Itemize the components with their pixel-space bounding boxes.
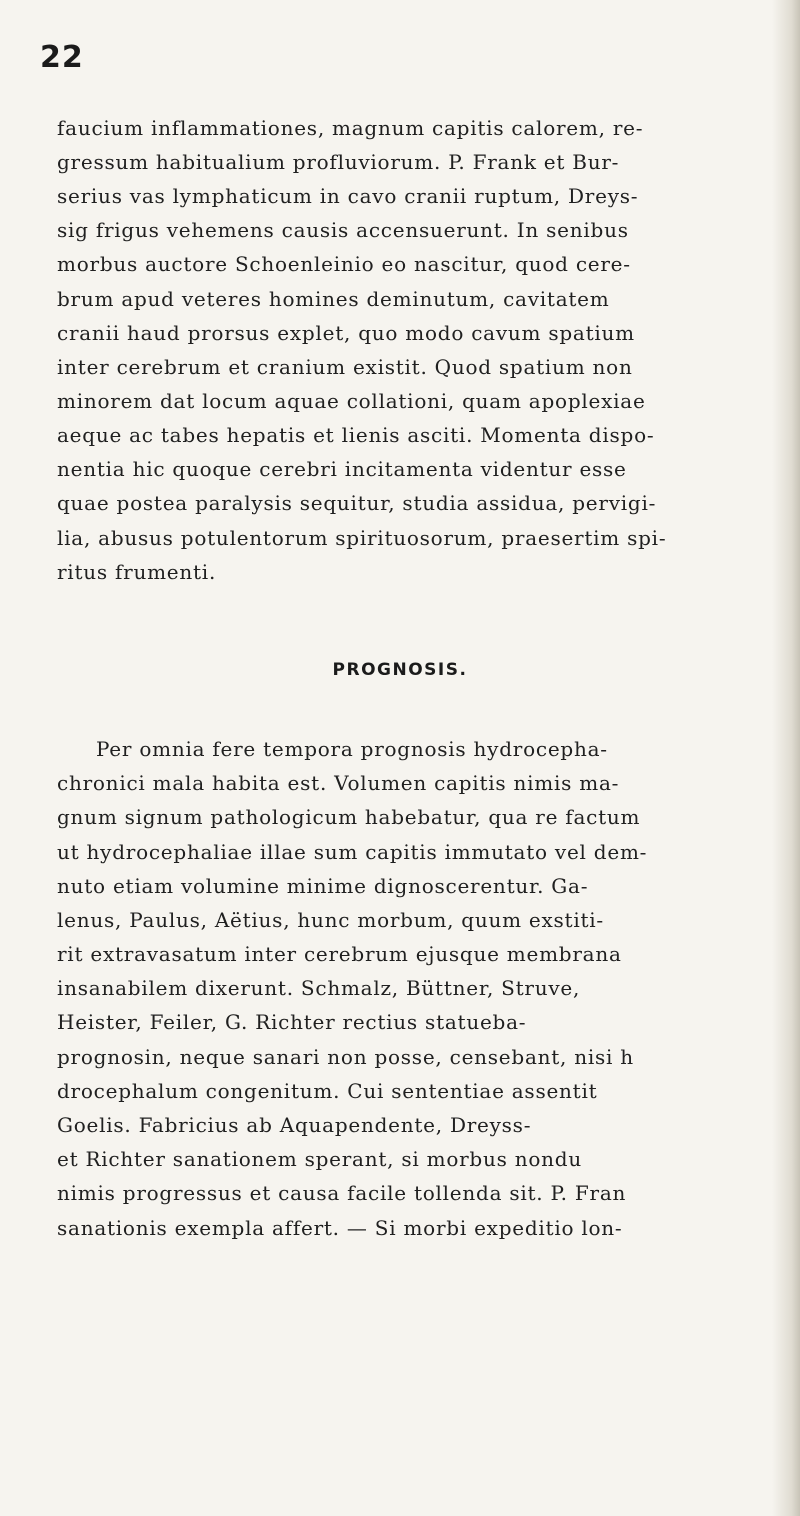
text-line: sig frigus vehemens causis accensuerunt. In senibus [57, 218, 629, 242]
text-line: minorem dat locum aquae collationi, quam apoplexiae [57, 389, 646, 413]
text-line: brum apud veteres homines deminutum, cavitatem [57, 287, 610, 311]
text-line: drocephalum congenitum. Cui sententiae assentit [57, 1079, 598, 1103]
text-line: quae postea paralysis sequitur, studia assidua, pervigi- [57, 491, 657, 515]
text-line: lenus, Paulus, Aëtius, hunc morbum, quum exstiti- [57, 908, 604, 932]
text-line: cranii haud prorsus explet, quo modo cavum spatium [57, 321, 635, 345]
text-line: lia, abusus potulentorum spirituosorum, praesertim spi- [57, 526, 667, 550]
text-line: Heister, Feiler, G. Richter rectius statueba- [57, 1010, 527, 1034]
text-line: prognosin, neque sanari non posse, censebant, nisi h [57, 1045, 634, 1069]
text-line: nuto etiam volumine minime dignoscerentur. Ga- [57, 874, 589, 898]
text-line: gnum signum pathologicum habebatur, qua re factum [57, 805, 641, 829]
text-line: ritus frumenti. [57, 560, 217, 584]
text-line: morbus auctore Schoenleinio eo nascitur, quod cere- [57, 252, 631, 276]
text-line: nimis progressus et causa facile tollenda sit. P. Fran [57, 1181, 627, 1205]
text-line: chronici mala habita est. Volumen capitis nimis ma- [57, 771, 620, 795]
text-line: aeque ac tabes hepatis et lienis asciti. Momenta dispo- [57, 423, 655, 447]
text-line: insanabilem dixerunt. Schmalz, Büttner, Struve, [57, 976, 581, 1000]
text-line: ut hydrocephaliae illae sum capitis immutato vel dem- [57, 840, 648, 864]
text-line: gressum habitualium profluviorum. P. Frank et Bur- [57, 150, 620, 174]
text-line: serius vas lymphaticum in cavo cranii ruptum, Dreys- [57, 184, 639, 208]
text-line: nentia hic quoque cerebri incitamenta videntur esse [57, 457, 627, 481]
text-line: Per omnia fere tempora prognosis hydrocepha- [96, 737, 608, 761]
text-line: et Richter sanationem sperant, si morbus nondu [57, 1147, 582, 1171]
page-number: 22 [40, 40, 84, 75]
text-line: sanationis exempla affert. — Si morbi expeditio lon- [57, 1216, 623, 1240]
text-line: Goelis. Fabricius ab Aquapendente, Dreyss- [57, 1113, 532, 1137]
section-heading: PROGNOSIS. [332, 660, 468, 680]
text-line: rit extravasatum inter cerebrum ejusque membrana [57, 942, 622, 966]
text-line: faucium inflammationes, magnum capitis calorem, re- [57, 116, 644, 140]
text-line: inter cerebrum et cranium existit. Quod spatium non [57, 355, 633, 379]
